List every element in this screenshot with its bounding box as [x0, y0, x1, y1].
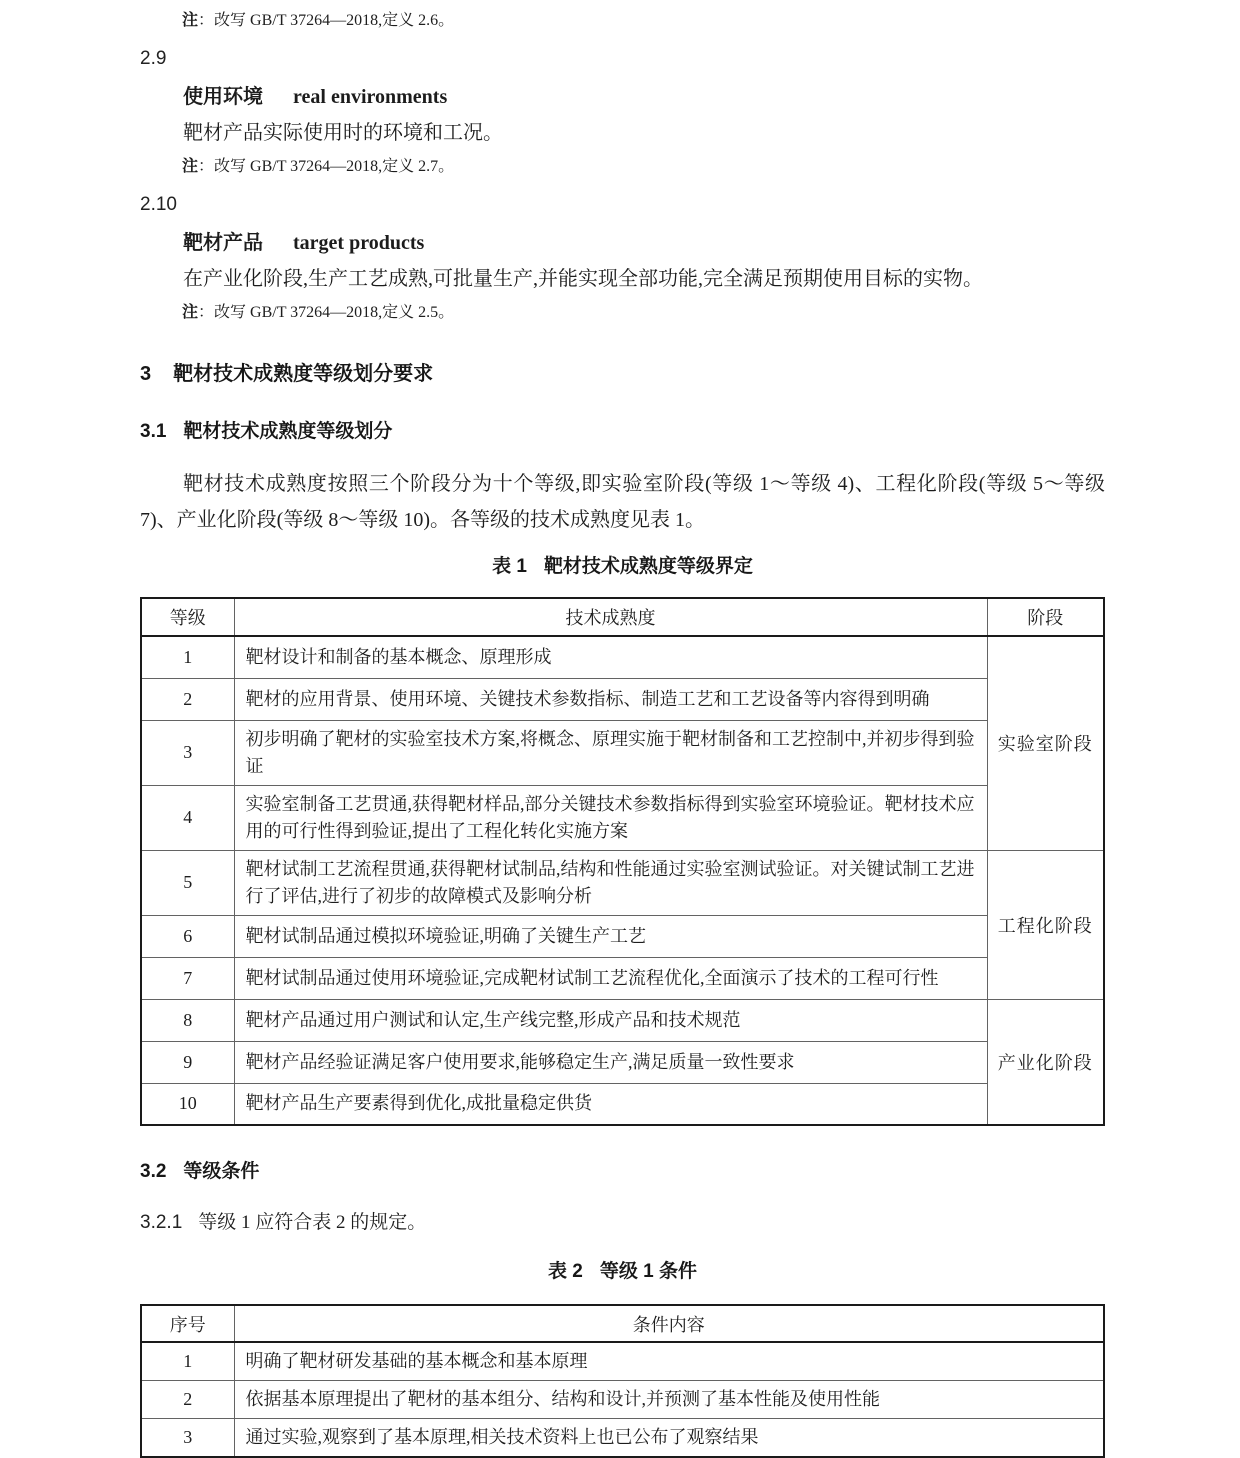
cell-desc: 靶材设计和制备的基本概念、原理形成: [234, 636, 987, 678]
cell-stage-industrialization: 产业化阶段: [987, 999, 1104, 1125]
table-row: [141, 636, 1104, 678]
note-label: 注: [182, 304, 199, 321]
cell-desc: 靶材产品经验证满足客户使用要求,能够稳定生产,满足质量一致性要求: [234, 1041, 987, 1083]
cell-desc: 靶材的应用背景、使用环境、关键技术参数指标、制造工艺和工艺设备等内容得到明确: [234, 678, 987, 720]
table2-caption-label: 表 2: [548, 1261, 583, 1282]
table-row: [141, 915, 1104, 957]
table-row: [141, 678, 1104, 720]
cell-stage-engineering: 工程化阶段: [987, 850, 1104, 999]
section-3-2-1-text: [140, 1210, 1105, 1236]
note-text: ：改写 GB/T 37264—2018,定义 2.5。: [198, 304, 455, 321]
cell-level: 2: [141, 678, 234, 720]
cell-condition: 依据基本原理提出了靶材的基本组分、结构和设计,并预测了基本性能及使用性能: [234, 1381, 1104, 1419]
table-header-row: [141, 1305, 1104, 1342]
section-title: 等级条件: [183, 1161, 260, 1182]
note-label: 注: [182, 12, 199, 29]
table-row: [141, 999, 1104, 1041]
table-row: [141, 785, 1104, 850]
table-row: [141, 957, 1104, 999]
section-3-heading: [140, 361, 1105, 388]
cell-serial: 3: [141, 1419, 234, 1458]
term-definition: 靶材产品实际使用时的环境和工况。: [183, 122, 503, 144]
cell-level: 3: [141, 720, 234, 785]
table-row: [141, 1419, 1104, 1458]
section-3-1-paragraph: 靶材技术成熟度按照三个阶段分为十个等级,即实验室阶段(等级 1～等级 4)、工程化阶段(等级 5～等级 7)、产业化阶段(等级 8～等级 10)。各等级的技术成熟度见表 1。: [140, 473, 1105, 531]
table1-caption-label: 表 1: [492, 556, 527, 577]
note-definition-2-6: [140, 10, 1105, 32]
header-readiness: 技术成熟度: [234, 598, 987, 636]
note-definition-2-5: [140, 302, 1105, 324]
cell-desc: 靶材试制品通过模拟环境验证,明确了关键生产工艺: [234, 915, 987, 957]
cell-stage-lab: 实验室阶段: [987, 636, 1104, 850]
cell-level: 9: [141, 1041, 234, 1083]
section-number: 3.1: [140, 421, 167, 442]
clause-text: 等级 1 应符合表 2 的规定。: [198, 1212, 427, 1233]
section-number: 3.2: [140, 1161, 167, 1182]
header-serial: 序号: [141, 1305, 234, 1342]
table-level1-conditions: [140, 1304, 1105, 1458]
cell-desc: 靶材试制品通过使用环境验证,完成靶材试制工艺流程优化,全面演示了技术的工程可行性: [234, 957, 987, 999]
term-heading-target-products: [140, 230, 1105, 258]
cell-level: 10: [141, 1083, 234, 1125]
note-text: ：改写 GB/T 37264—2018,定义 2.6。: [198, 12, 455, 29]
table2-caption-title: 等级 1 条件: [599, 1261, 697, 1282]
table-row: [141, 1083, 1104, 1125]
cell-condition: 通过实验,观察到了基本原理,相关技术资料上也已公布了观察结果: [234, 1419, 1104, 1458]
section-number: 3.2.1: [140, 1212, 183, 1233]
section-3-2-heading: [140, 1159, 1105, 1185]
section-number: 3: [140, 363, 152, 385]
cell-level: 7: [141, 957, 234, 999]
section-title: 靶材技术成熟度等级划分要求: [173, 363, 434, 385]
cell-level: 6: [141, 915, 234, 957]
clause-number-2-10: 2.10: [140, 194, 177, 215]
term-en: target products: [293, 232, 425, 254]
clause-number-2-9: 2.9: [140, 48, 167, 69]
cell-condition: 明确了靶材研发基础的基本概念和基本原理: [234, 1342, 1104, 1381]
cell-level: 5: [141, 850, 234, 915]
cell-desc: 靶材试制工艺流程贯通,获得靶材试制品,结构和性能通过实验室测试验证。对关键试制工艺进行了评估,进行了初步的故障模式及影响分析: [234, 850, 987, 915]
note-label: 注: [182, 158, 199, 175]
header-level: 等级: [141, 598, 234, 636]
term-heading-real-environments: [140, 84, 1105, 112]
header-stage: 阶段: [987, 598, 1104, 636]
section-3-1-heading: [140, 419, 1105, 445]
table2-caption: [140, 1259, 1105, 1285]
section-title: 靶材技术成熟度等级划分: [183, 421, 393, 442]
note-text: ：改写 GB/T 37264—2018,定义 2.7。: [198, 158, 455, 175]
term-zh: 使用环境: [183, 86, 263, 108]
table-row: [141, 720, 1104, 785]
table1-caption: [140, 554, 1105, 580]
table-row: [141, 1041, 1104, 1083]
cell-serial: 1: [141, 1342, 234, 1381]
cell-desc: 初步明确了靶材的实验室技术方案,将概念、原理实施于靶材制备和工艺控制中,并初步得到验证: [234, 720, 987, 785]
table-header-row: [141, 598, 1104, 636]
table1-caption-title: 靶材技术成熟度等级界定: [543, 556, 753, 577]
table-row: [141, 1342, 1104, 1381]
note-definition-2-7: [140, 156, 1105, 178]
table-row: [141, 850, 1104, 915]
cell-level: 8: [141, 999, 234, 1041]
cell-serial: 2: [141, 1381, 234, 1419]
term-zh: 靶材产品: [183, 232, 263, 254]
term-definition: 在产业化阶段,生产工艺成熟,可批量生产,并能实现全部功能,完全满足预期使用目标的实物。: [183, 268, 983, 290]
term-en: real environments: [293, 86, 448, 108]
table-row: [141, 1381, 1104, 1419]
cell-level: 4: [141, 785, 234, 850]
table-readiness-levels: [140, 597, 1105, 1126]
cell-level: 1: [141, 636, 234, 678]
cell-desc: 靶材产品通过用户测试和认定,生产线完整,形成产品和技术规范: [234, 999, 987, 1041]
cell-desc: 靶材产品生产要素得到优化,成批量稳定供货: [234, 1083, 987, 1125]
header-condition: 条件内容: [234, 1305, 1104, 1342]
cell-desc: 实验室制备工艺贯通,获得靶材样品,部分关键技术参数指标得到实验室环境验证。靶材技术应用的可行性得到验证,提出了工程化转化实施方案: [234, 785, 987, 850]
